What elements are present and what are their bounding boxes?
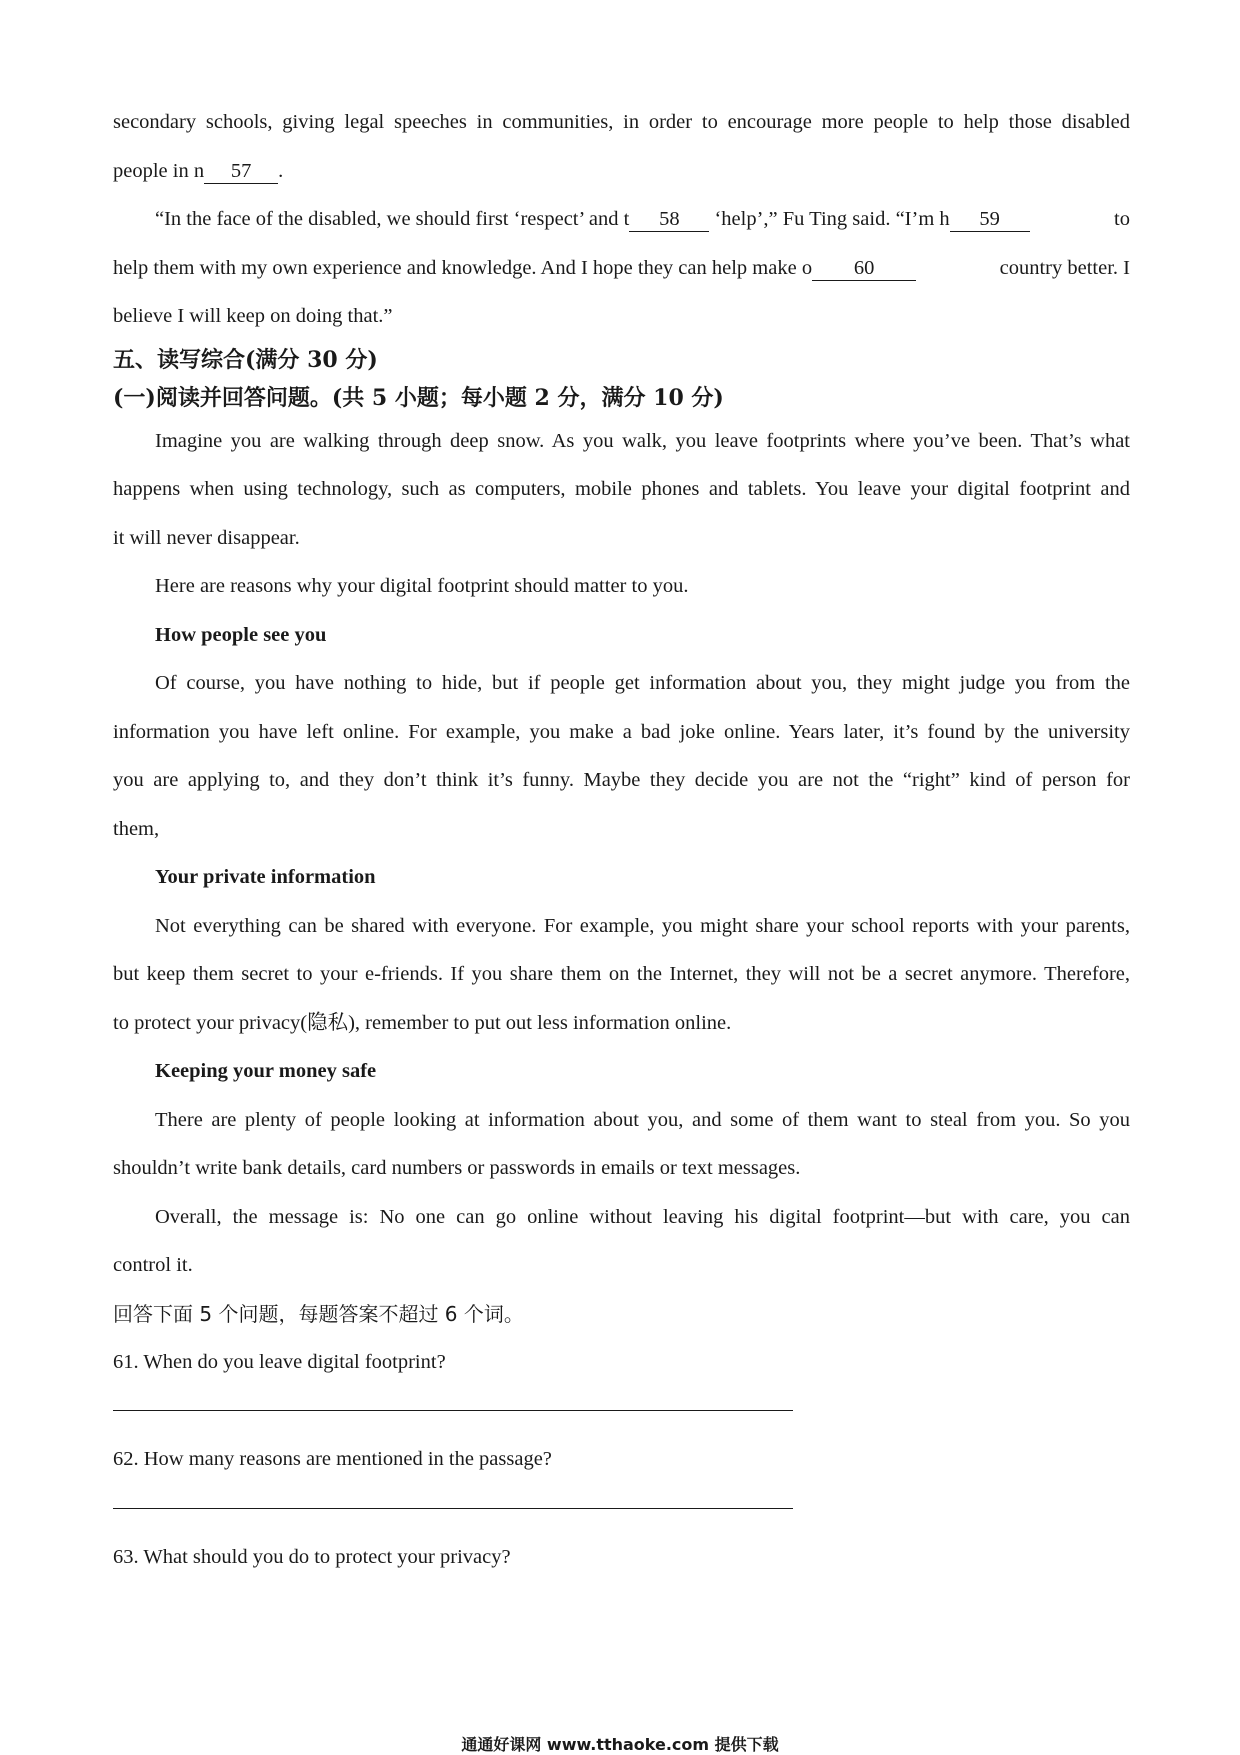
cloze-text: “In the face of the disabled, we should first ‘respect’ and t bbox=[155, 208, 630, 230]
cloze-line-5: believe I will keep on doing that.” bbox=[113, 305, 393, 327]
passage-line: There are plenty of people looking at information about you, and some of them want to steal from you. So you bbox=[155, 1108, 1130, 1131]
passage-line: but keep them secret to your e-friends. If you share them on the Internet, they will not be a secret anymore. Therefore, bbox=[113, 963, 1130, 985]
blank-57: 57 bbox=[204, 159, 278, 184]
question-instruction: 回答下面 5 个问题，每题答案不超过 6 个词。 bbox=[113, 1301, 524, 1326]
cloze-text: help them with my own experience and knowledge. And I hope they can help make o bbox=[113, 256, 813, 279]
passage-line: Of course, you have nothing to hide, but if people get information about you, they might judge you from the bbox=[155, 672, 1130, 694]
blank-59: 59 bbox=[950, 207, 1030, 232]
cloze-text-segment bbox=[155, 195, 1030, 244]
blank-60: 60 bbox=[812, 256, 916, 281]
document-page bbox=[113, 98, 1130, 1581]
passage-line: Not everything can be shared with everyone. For example, you might share your school reports with your parents, bbox=[155, 914, 1130, 937]
answer-line-62[interactable] bbox=[113, 1508, 793, 1509]
cloze-text-segment bbox=[113, 244, 916, 293]
section-subtitle: (一)阅读并回答问题。(共 5 小题；每小题 2 分，满分 10 分) bbox=[113, 384, 724, 411]
cloze-line-1: secondary schools, giving legal speeches in communities, in order to encourage more people to help those disabled bbox=[113, 111, 1130, 133]
passage-line: control it. bbox=[113, 1254, 193, 1276]
passage-line: Imagine you are walking through deep snow. As you walk, you leave footprints where you’ve been. That’s what bbox=[155, 429, 1130, 452]
cloze-line-3 bbox=[113, 195, 1130, 244]
cloze-text: . bbox=[278, 159, 284, 182]
cloze-text: to bbox=[1114, 208, 1130, 230]
question-61: 61. When do you leave digital footprint? bbox=[113, 1350, 446, 1373]
passage-heading: Keeping your money safe bbox=[155, 1060, 377, 1082]
question-62: 62. How many reasons are mentioned in the passage? bbox=[113, 1448, 552, 1470]
section-title: 五、读写综合(满分 30 分) bbox=[113, 346, 378, 373]
passage-line: you are applying to, and they don’t think it’s funny. Maybe they decide you are not the “right” kind of person for bbox=[113, 769, 1130, 791]
cloze-text: people in n bbox=[113, 159, 205, 182]
page-footer: 通通好课网 www.tthaoke.com 提供下载 bbox=[461, 1735, 779, 1754]
passage-line: to protect your privacy(隐私), remember to put out less information online. bbox=[113, 1011, 732, 1034]
passage-line: Here are reasons why your digital footprint should matter to you. bbox=[155, 575, 689, 597]
passage-line: information you have left online. For example, you make a bad joke online. Years later, it’s found by the university bbox=[113, 720, 1130, 743]
answer-line-61[interactable] bbox=[113, 1410, 793, 1411]
passage-heading: Your private information bbox=[155, 866, 376, 888]
passage-line: Overall, the message is: No one can go online without leaving his digital footprint—but with care, you can bbox=[155, 1205, 1130, 1228]
passage-line: them, bbox=[113, 817, 160, 840]
question-63: 63. What should you do to protect your privacy? bbox=[113, 1545, 511, 1568]
cloze-line-4 bbox=[113, 244, 1130, 293]
passage-heading: How people see you bbox=[155, 623, 327, 646]
passage-line: happens when using technology, such as computers, mobile phones and tablets. You leave your digital footprint and bbox=[113, 478, 1130, 500]
passage-line: it will never disappear. bbox=[113, 526, 300, 549]
cloze-text: country better. I bbox=[999, 256, 1130, 279]
passage-line: shouldn’t write bank details, card numbers or passwords in emails or text messages. bbox=[113, 1157, 801, 1179]
cloze-text: ‘help’,” Fu Ting said. “I’m h bbox=[709, 208, 950, 230]
cloze-line-2 bbox=[113, 147, 1130, 196]
blank-58: 58 bbox=[629, 207, 709, 232]
